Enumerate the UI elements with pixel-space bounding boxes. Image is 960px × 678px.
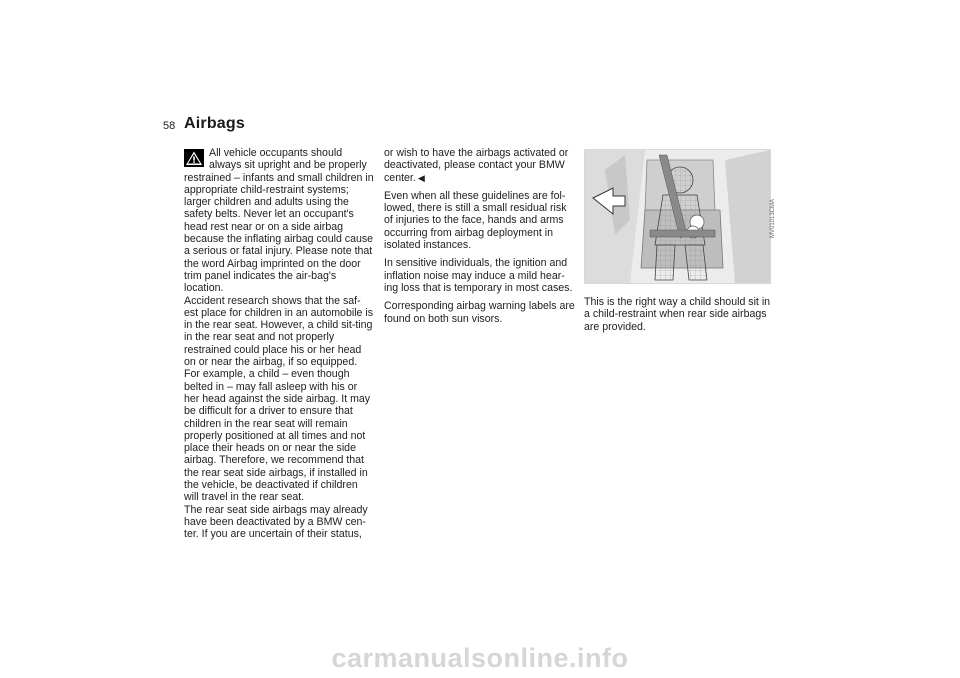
child-seat-drawing	[585, 150, 770, 283]
text-column-3	[584, 296, 774, 333]
figure-caption: This is the right way a child should sit in a child-restraint when rear side airbags are provided.	[584, 296, 771, 333]
figure-code: MV01013CMA	[770, 198, 776, 238]
paragraph-hearing-loss: In sensitive individuals, the ignition and inflation noise may induce a mild hear-ing loss that is temporary in most cases.	[384, 257, 573, 294]
page-title: Airbags	[184, 115, 245, 132]
page-number: 58	[163, 120, 176, 132]
paragraph-contact	[384, 147, 576, 184]
warning-text: All vehicle occupants should always sit upright and be properly restrained – infants and small children in appropriate child-restraint systems; larger children and adults using the safety belts. Never let an occupant's head rest near or on a side airbag because the inflating airbag could cause a serious or fatal injury. Please note that the word Airbag imprinted on the door trim panel indicates the air-bag's location.	[184, 147, 374, 295]
contact-text: or wish to have the airbags activated or deactivated, please contact your BMW center.	[384, 147, 569, 184]
watermark: carmanualsonline.info	[331, 643, 629, 673]
text-column-2	[384, 147, 576, 325]
text-column-1	[184, 147, 374, 541]
paragraph-residual-risk: Even when all these guidelines are fol-lowed, there is still a small residual risk of injuries to the face, hands and arms occurring from airbag deployment in isolated instances.	[384, 189, 567, 252]
end-of-section-marker-icon: ◀	[417, 172, 425, 183]
child-seat-illustration	[584, 149, 771, 284]
paragraph-child-safety: Accident research shows that the saf-est place for children in an automobile is in the rear seat. However, a child sit-ting in the rear seat and not properly restrained could place his or her head on or near the airbag, if so equipped. For example, a child – even though belted in – may fall asleep with his or her head against the side airbag. It may be difficult for a driver to ensure that children in the rear seat will remain properly positioned at all times and not place their heads on or near the side airbag. Therefore, we recommend that the rear seat side airbags, if installed in the vehicle, be deactivated if children will travel in the rear seat.	[184, 294, 374, 504]
paragraph-deactivation: The rear seat side airbags may already have been deactivated by a BMW cen-ter. If you are uncertain of their status,	[184, 503, 368, 541]
paragraph-warning-labels: Corresponding airbag warning labels are found on both sun visors.	[384, 300, 575, 325]
warning-triangle-icon	[184, 149, 204, 167]
